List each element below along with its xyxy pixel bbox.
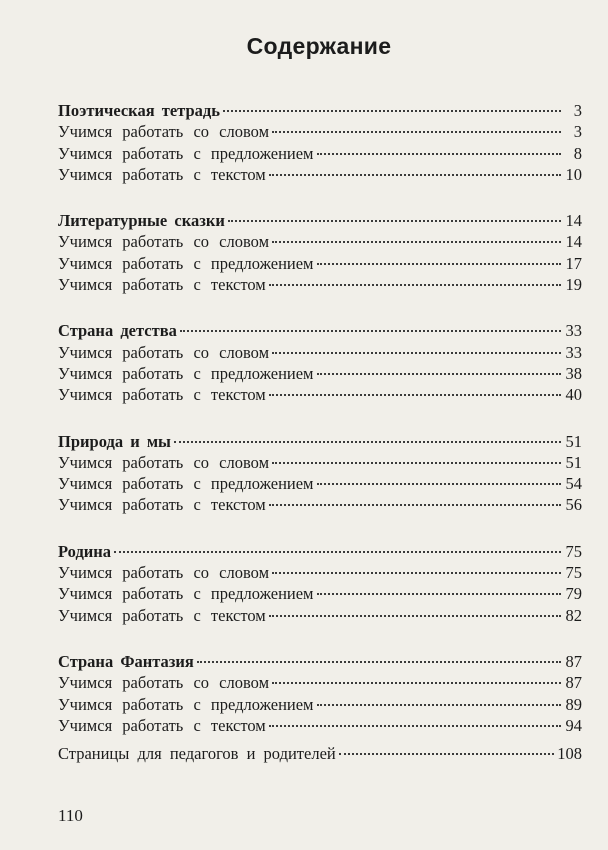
page-title: Содержание	[246, 33, 392, 59]
item-title: Учимся работать со словом	[58, 342, 270, 362]
page-ref: 87	[565, 651, 582, 671]
dot-leader	[269, 615, 561, 617]
item-title: Учимся работать со словом	[58, 563, 270, 583]
page-ref: 17	[565, 253, 582, 273]
dot-leader	[223, 110, 561, 112]
toc-section-heading	[58, 541, 582, 562]
item-title: Учимся работать с текстом	[58, 605, 266, 625]
dot-leader	[272, 131, 561, 133]
page-ref: 79	[565, 584, 582, 604]
page-ref: 75	[565, 563, 582, 583]
page-ref: 89	[565, 694, 582, 714]
toc-section	[58, 431, 582, 516]
toc-item	[58, 562, 582, 583]
page-ref: 75	[565, 541, 582, 561]
dot-leader	[269, 725, 561, 727]
page-ref: 38	[565, 363, 582, 383]
toc-item	[58, 143, 582, 164]
page-ref: 14	[565, 211, 582, 231]
section-title: Страна Фантазия	[58, 651, 194, 671]
page-ref: 3	[573, 101, 582, 120]
toc-final-entry	[58, 743, 582, 764]
toc-section	[58, 100, 582, 185]
page-ref: 14	[565, 232, 582, 252]
page-ref: 82	[565, 605, 582, 625]
dot-leader	[317, 153, 562, 155]
item-title: Учимся работать с предложением	[58, 474, 314, 494]
toc-item	[58, 253, 582, 274]
item-title: Учимся работать с предложением	[58, 694, 314, 714]
toc-item	[58, 605, 582, 626]
dot-leader	[272, 572, 561, 574]
toc-item	[58, 583, 582, 604]
page-ref: 56	[565, 495, 582, 515]
dot-leader	[228, 220, 561, 222]
dot-leader	[269, 284, 561, 286]
dot-leader	[180, 330, 561, 332]
page-ref: 87	[565, 673, 582, 693]
dot-leader	[269, 174, 561, 176]
toc-section-heading	[58, 651, 582, 672]
item-title: Учимся работать с предложением	[58, 253, 314, 273]
toc-section-heading	[58, 431, 582, 452]
page-ref: 108	[557, 744, 582, 763]
page-ref: 51	[565, 431, 582, 451]
dot-leader	[317, 593, 562, 595]
item-title: Учимся работать с текстом	[58, 715, 266, 735]
dot-leader	[272, 462, 561, 464]
toc-item	[58, 121, 582, 142]
section-title: Страна детства	[58, 321, 177, 341]
section-title: Поэтическая тетрадь	[58, 101, 220, 120]
toc-section	[58, 210, 582, 295]
toc-item	[58, 473, 582, 494]
item-title: Учимся работать со словом	[58, 232, 270, 252]
page-ref: 51	[565, 452, 582, 472]
dot-leader	[317, 483, 562, 485]
dot-leader	[317, 373, 562, 375]
item-title: Учимся работать с предложением	[58, 143, 314, 163]
page-ref: 33	[565, 342, 582, 362]
dot-leader	[317, 263, 562, 265]
toc-item	[58, 342, 582, 363]
toc-item	[58, 672, 582, 693]
item-title: Страницы для педагогов и родителей	[58, 744, 336, 763]
dot-leader	[174, 441, 561, 443]
page-number: 110	[58, 806, 83, 825]
toc-section	[58, 541, 582, 626]
page-ref: 33	[565, 321, 582, 341]
dot-leader	[272, 352, 561, 354]
dot-leader	[114, 551, 561, 553]
toc-item	[58, 452, 582, 473]
dot-leader	[197, 661, 561, 663]
toc-item	[58, 274, 582, 295]
item-title: Учимся работать со словом	[58, 673, 270, 693]
toc-section-heading	[58, 100, 582, 121]
toc-section-heading	[58, 320, 582, 341]
section-title: Родина	[58, 541, 112, 561]
toc-item	[58, 715, 582, 736]
dot-leader	[339, 753, 555, 755]
dot-leader	[272, 682, 561, 684]
toc-item	[58, 743, 582, 764]
dot-leader	[272, 241, 561, 243]
dot-leader	[269, 394, 561, 396]
item-title: Учимся работать с текстом	[58, 495, 266, 515]
toc-item	[58, 164, 582, 185]
toc-item	[58, 384, 582, 405]
item-title: Учимся работать с текстом	[58, 164, 266, 184]
item-title: Учимся работать с предложением	[58, 363, 314, 383]
item-title: Учимся работать со словом	[58, 452, 270, 472]
dot-leader	[317, 704, 562, 706]
toc-section	[58, 320, 582, 405]
item-title: Учимся работать с текстом	[58, 275, 266, 295]
section-title: Природа и мы	[58, 431, 171, 451]
page-ref: 3	[573, 122, 582, 142]
item-title: Учимся работать с предложением	[58, 584, 314, 604]
page-ref: 94	[565, 715, 582, 735]
page-ref: 10	[565, 164, 582, 184]
toc-item	[58, 694, 582, 715]
toc-item	[58, 363, 582, 384]
page-ref: 54	[565, 474, 582, 494]
section-title: Литературные сказки	[58, 211, 225, 231]
page-ref: 19	[565, 275, 582, 295]
table-of-contents	[58, 100, 582, 761]
toc-item	[58, 231, 582, 252]
toc-section	[58, 651, 582, 736]
page-ref: 40	[565, 385, 582, 405]
toc-section-heading	[58, 210, 582, 231]
item-title: Учимся работать с текстом	[58, 385, 266, 405]
page-ref: 8	[573, 143, 582, 163]
dot-leader	[269, 504, 561, 506]
item-title: Учимся работать со словом	[58, 122, 270, 142]
toc-item	[58, 494, 582, 515]
